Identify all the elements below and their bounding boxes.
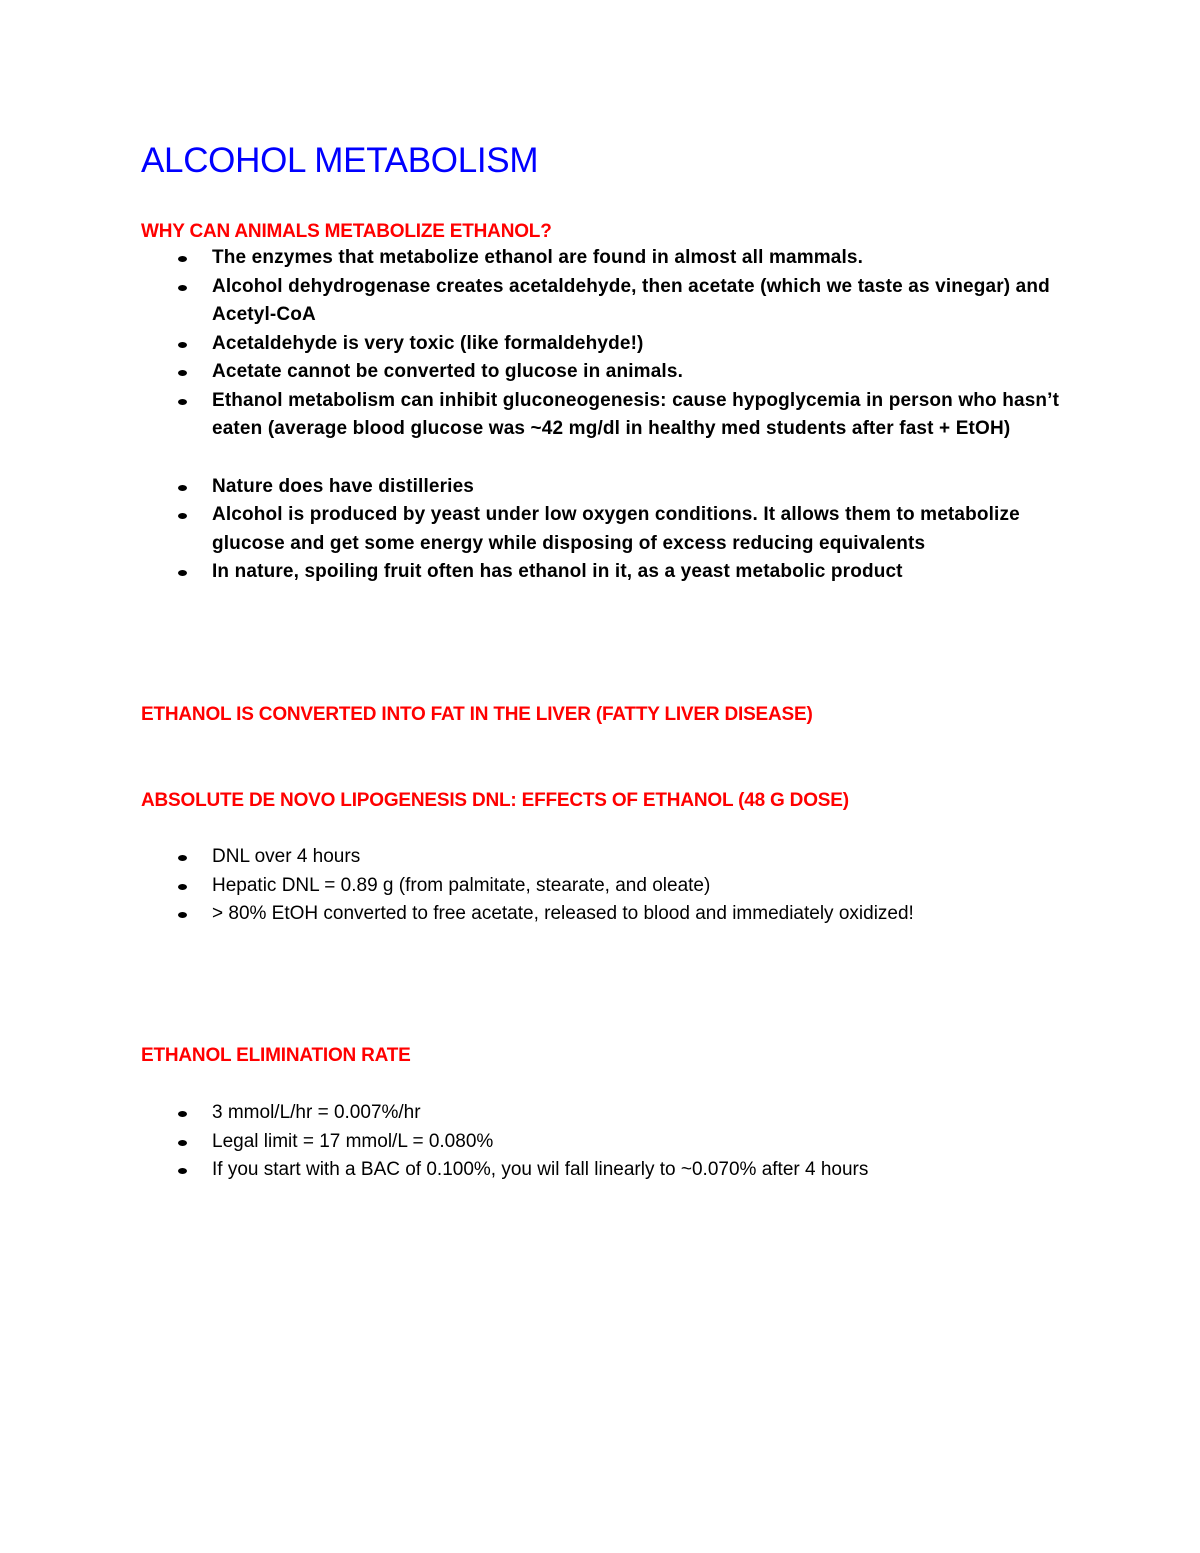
bullet-list-elimination-rate	[0, 1099, 1200, 1185]
list-item	[0, 244, 1200, 273]
list-item-text: 3 mmol/L/hr = 0.007%/hr	[212, 1102, 421, 1123]
bullet-icon	[178, 370, 187, 376]
bullet-icon	[178, 399, 187, 405]
bullet-icon	[178, 912, 187, 918]
bullet-icon	[178, 1168, 187, 1174]
list-item-text: The enzymes that metabolize ethanol are found in almost all mammals.	[212, 247, 864, 268]
list-item	[0, 872, 1200, 901]
list-item	[0, 558, 1200, 587]
bullet-icon	[178, 1140, 187, 1146]
list-item-text: Acetaldehyde is very toxic (like formaldehyde!)	[212, 332, 644, 354]
bullet-icon	[178, 285, 187, 291]
bullet-icon	[178, 570, 187, 576]
bullet-icon	[178, 855, 187, 861]
list-item-text: If you start with a BAC of 0.100%, you wil fall linearly to ~0.070% after 4 hours	[212, 1159, 869, 1180]
list-item-text: In nature, spoiling fruit often has ethanol in it, as a yeast metabolic product	[212, 561, 903, 582]
list-item	[0, 501, 1200, 558]
list-item	[0, 1128, 1200, 1157]
bullet-list-lipogenesis	[0, 843, 1200, 929]
bullet-icon	[178, 884, 187, 890]
list-item	[0, 1099, 1200, 1128]
list-item	[0, 330, 1200, 359]
list-item-text: DNL over 4 hours	[212, 846, 361, 867]
list-item-text: Acetate cannot be converted to glucose in animals.	[212, 361, 684, 382]
document-title: ALCOHOL METABOLISM	[141, 141, 539, 180]
bullet-list-why-metabolize	[0, 244, 1200, 587]
section-heading-elimination-rate: ETHANOL ELIMINATION RATE	[141, 1045, 411, 1066]
list-item-text: Alcohol dehydrogenase creates acetaldehyde, then acetate (which we taste as vinegar) and Acetyl-CoA	[212, 275, 1050, 325]
list-item-text: > 80% EtOH converted to free acetate, released to blood and immediately oxidized!	[212, 903, 914, 924]
list-item	[0, 387, 1200, 444]
list-item-text: Alcohol is produced by yeast under low oxygen conditions. It allows them to metabolize glucose and get some energy while disposing of excess reducing equivalents	[212, 504, 1020, 554]
list-item-text: Ethanol metabolism can inhibit gluconeogenesis: cause hypoglycemia in person who hasn’t eaten (average blood glucose was ~42 mg/dl in healthy med students after fast + EtOH)	[212, 389, 1060, 439]
list-item	[0, 843, 1200, 872]
list-item-text: Nature does have distilleries	[212, 475, 475, 497]
list-item	[0, 1156, 1200, 1185]
list-item	[0, 473, 1200, 502]
bullet-icon	[178, 342, 187, 348]
section-heading-lipogenesis: ABSOLUTE DE NOVO LIPOGENESIS DNL: EFFECTS OF ETHANOL (48 G DOSE)	[141, 790, 849, 811]
section-heading-fatty-liver: ETHANOL IS CONVERTED INTO FAT IN THE LIVER (FATTY LIVER DISEASE)	[141, 704, 813, 725]
list-item	[0, 900, 1200, 929]
bullet-icon	[178, 485, 187, 491]
section-heading-why-metabolize: WHY CAN ANIMALS METABOLIZE ETHANOL?	[141, 221, 552, 242]
bullet-icon	[178, 1111, 187, 1117]
list-item	[0, 358, 1200, 387]
list-item-text: Legal limit = 17 mmol/L = 0.080%	[212, 1130, 494, 1152]
bullet-icon	[178, 513, 187, 519]
list-item-text: Hepatic DNL = 0.89 g (from palmitate, stearate, and oleate)	[212, 874, 711, 896]
bullet-icon	[178, 256, 187, 262]
list-item	[0, 273, 1200, 330]
